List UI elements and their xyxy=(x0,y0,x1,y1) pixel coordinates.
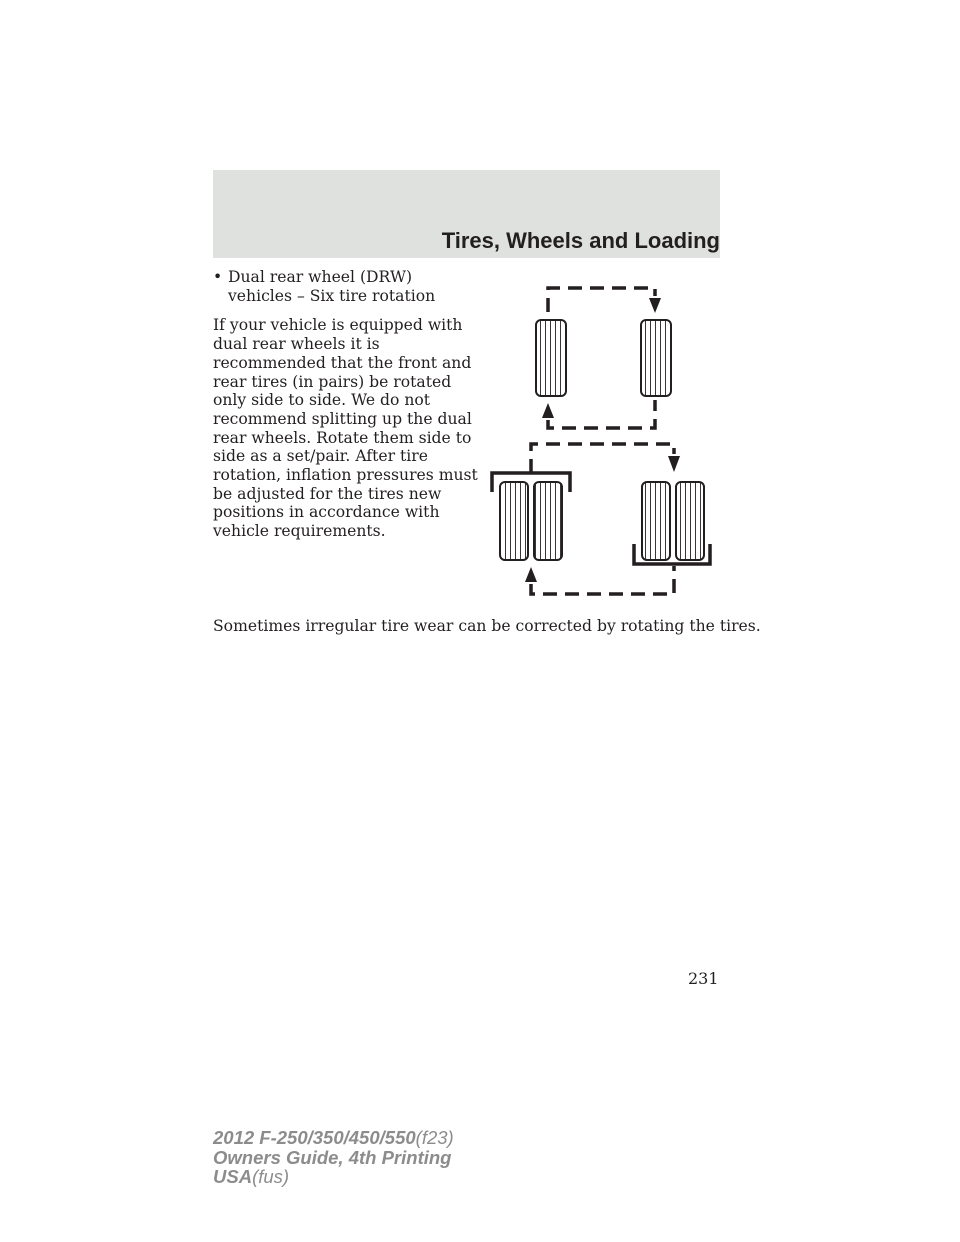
document-footer xyxy=(213,1128,454,1187)
bullet-dot-icon: • xyxy=(213,268,223,286)
footer-model: 2012 F-250/350/450/550 xyxy=(213,1127,416,1148)
front-tire-icon xyxy=(536,320,566,396)
section-title: Tires, Wheels and Loading xyxy=(441,228,720,253)
front-tire-icon xyxy=(641,320,671,396)
bullet-item xyxy=(213,268,478,305)
arrow-up-icon xyxy=(525,567,537,582)
body-paragraph: If your vehicle is equipped with dual rear wheels it is recommended that the front and rear tires (in pairs) be rotated only side to side. We do not recommend splitting up the dual rear wheels. Rotate them side to side as a set/pair. After tire rotation, inflation pressures must be adjusted for the tires new positions in accordance with vehicle requirements. xyxy=(213,316,478,541)
footer-market-code: (fus) xyxy=(252,1166,290,1187)
footer-model-code: (f23) xyxy=(415,1127,454,1148)
rear-dual-tire-icon xyxy=(500,482,562,560)
bullet-text: Dual rear wheel (DRW) vehicles – Six tire rotation xyxy=(228,268,436,305)
footer-line-3 xyxy=(213,1167,454,1187)
page-number: 231 xyxy=(688,969,719,988)
footer-line-1 xyxy=(213,1128,454,1148)
tire-rotation-diagram xyxy=(488,282,728,602)
footer-edition: Owners Guide, 4th Printing xyxy=(213,1146,452,1168)
footer-line-2 xyxy=(213,1148,454,1168)
arrow-down-icon xyxy=(649,298,661,313)
body-text xyxy=(213,268,478,541)
footer-market: USA xyxy=(213,1166,253,1187)
arrow-up-icon xyxy=(542,403,554,418)
closing-sentence: Sometimes irregular tire wear can be corrected by rotating the tires. xyxy=(213,617,761,635)
rear-dual-tire-icon xyxy=(642,482,704,560)
arrow-down-icon xyxy=(668,456,680,472)
section-header-band xyxy=(213,170,720,258)
